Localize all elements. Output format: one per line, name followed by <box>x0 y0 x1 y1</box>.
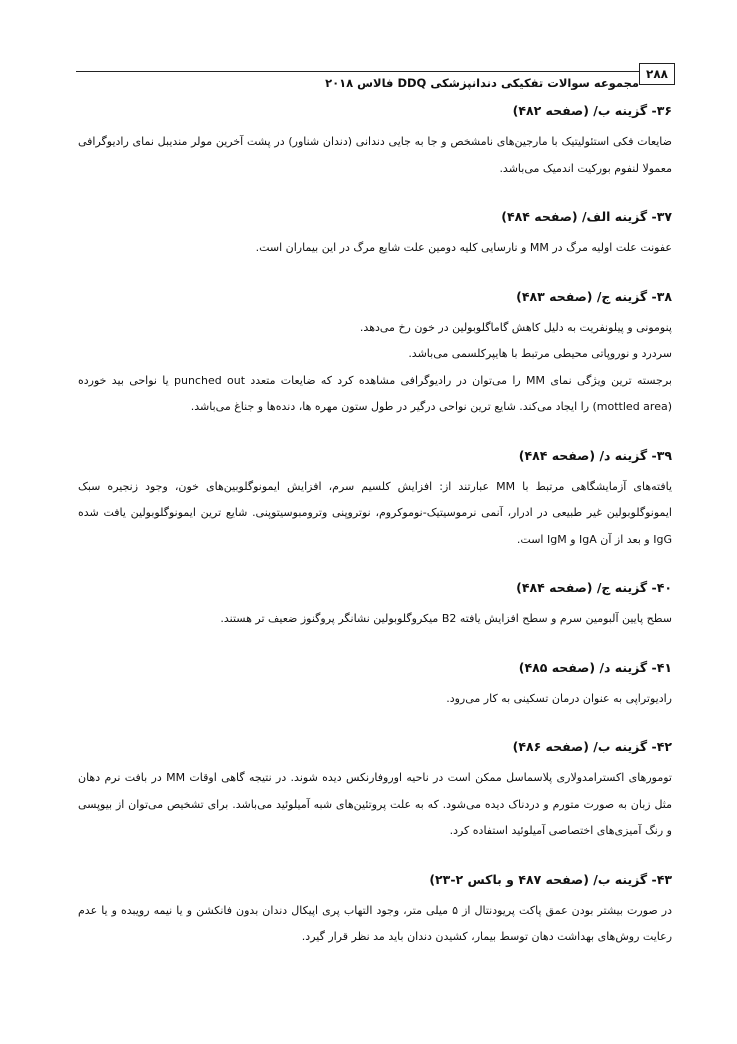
answer-heading: ۴۰- گزینه ج/ (صفحه ۴۸۴) <box>516 580 672 595</box>
answers-list <box>78 102 672 977</box>
answer-39 <box>78 447 672 554</box>
answer-36 <box>78 102 672 182</box>
answer-explanation: پنومونی و پیلونفریت به دلیل کاهش گاماگلوبولین در خون رخ می‌دهد. <box>359 320 672 334</box>
answer-heading: ۳۹- گزینه د/ (صفحه ۴۸۴) <box>518 447 672 463</box>
answer-heading: ۳۶- گزینه ب/ (صفحه ۴۸۲) <box>512 103 672 118</box>
answer-heading: ۴۱- گزینه د/ (صفحه ۴۸۵) <box>518 659 672 675</box>
answer-explanation: سردرد و نوروپاتی محیطی مرتبط با هایپرکلسمی می‌باشد. <box>408 347 672 360</box>
answer-explanation: سطح پایین آلبومین سرم و سطح افزایش یافته B2 میکروگلوبولین نشانگر پروگنوز ضعیف تر هستند. <box>220 612 672 625</box>
answer-38 <box>78 288 672 421</box>
answer-explanation: رادیوتراپی به عنوان درمان تسکینی به کار می‌رود. <box>446 691 672 705</box>
answer-40 <box>78 579 672 633</box>
answer-heading: ۴۲- گزینه ب/ (صفحه ۴۸۶) <box>512 739 672 754</box>
answer-explanation: در صورت بیشتر بودن عمق پاکت پریودنتال از ۵ میلی متر، وجود التهاب پری اپیکال دندان بدون فانکشن و یا نیمه رویبده و یا عدم رعایت روش‌های بهداشت دهان توسط بیمار، کشیدن دندان باید مد نظر قرار گیرد. <box>78 903 672 943</box>
answer-explanation: یافته‌های آزمایشگاهی مرتبط با MM عبارتند از: افزایش کلسیم سرم، افزایش ایمونوگلوبین‌های خون، وجود زنجیره سبک ایمونوگلوبولین غیر طبیعی در ادرار، آنمی نرموسیتیک-نوموکروم، نوتروپنی وترومبوسیتوپنی. شایع ترین ایمونوگلوبولین یافت شده IgG و بعد از آن IgA و IgM است. <box>78 479 673 546</box>
answer-41 <box>78 659 672 713</box>
page-number: ۲۸۸ <box>639 63 675 85</box>
answer-heading: ۳۸- گزینه ج/ (صفحه ۴۸۳) <box>516 288 672 304</box>
answer-heading: ۴۳- گزینه ب/ (صفحه ۴۸۷ و باکس ۲-۲۳) <box>429 871 672 887</box>
answer-explanation: برجسته ترین ویژگی نمای MM را می‌توان در رادیوگرافی مشاهده کرد که ضایعات متعدد punched out یا نواحی بید خورده (mottled area) را ایجاد می‌کند. شایع ترین نواحی درگیر در طول ستون مهره ها، دنده‌ها و جناغ می‌باشد. <box>78 373 672 413</box>
answer-explanation: عفونت علت اولیه مرگ در MM و نارسایی کلیه دومین علت شایع مرگ در این بیماران است. <box>255 241 672 254</box>
answer-42 <box>78 738 672 845</box>
answer-43 <box>78 871 672 951</box>
answer-explanation: ضایعات فکی استئولیتیک با مارجین‌های نامشخص و جا به جایی دندانی (دندان شناور) در پشت آخرین مولر مندیبل نمای رادیوگرافی معمولا لنفوم بورکیت اندمیک می‌باشد. <box>78 135 672 175</box>
answer-explanation: تومورهای اکسترامدولاری پلاسماسل ممکن است در ناحیه اوروفارنکس دیده شوند. در نتیجه گاهی اوقات MM در بافت نرم دهان مثل زبان به صورت متورم و دردناک دیده می‌شود. که به علت پروتئین‌های شبه آمیلوئید می‌باشد. برای تشخیص می‌توان از بیوپسی و رنگ آمیزی‌های اختصاصی آمیلوئید استفاده کرد. <box>78 771 672 837</box>
answer-heading: ۳۷- گزینه الف/ (صفحه ۴۸۴) <box>501 209 672 224</box>
running-title: مجموعه سوالات تفکیکی دندانپزشکی DDQ فالاس ۲۰۱۸ <box>325 76 639 90</box>
header-divider <box>76 71 639 72</box>
answer-37 <box>78 208 672 262</box>
